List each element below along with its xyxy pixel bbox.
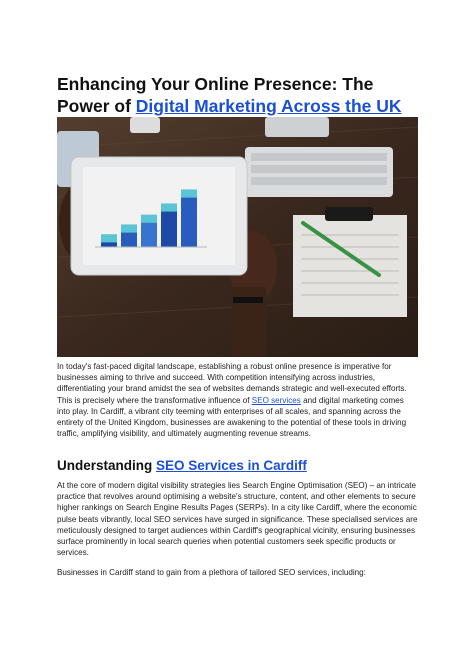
seo-services-link[interactable]: SEO services (251, 395, 301, 405)
hero-illustration (57, 117, 418, 357)
seo-services-cardiff-link[interactable]: SEO Services in Cardiff (156, 458, 307, 473)
closing-paragraph: Businesses in Cardiff stand to gain from a plethora of tailored SEO services, including: (57, 568, 366, 577)
title-link-digital-marketing[interactable]: Digital Marketing Across the UK (135, 96, 402, 116)
intro-text-2: and digital marketing comes into play. In Cardiff, a vibrant city teeming with enterprises of all scales, and spanning across the entirety of the United Kingdom, businesses are awakening to the potential of these tools in driving traffic, amplifying visibility, and ultimately augmenting revenue streams. (57, 395, 407, 439)
intro-paragraph (57, 361, 419, 439)
section-paragraph: At the core of modern digital visibility strategies lies Search Engine Optimisation (SEO) – an intricate practice that revolves around optimising a website's structure, content, and other elements to secure higher rankings on Search Engine Results Pages (SERPs). In a city like Cardiff, where the economic pulse beats vibrantly, local SEO services have surged in significance. These specialised services are meticulously designed to target audiences within Cardiff's geographical vicinity, ensuring businesses surface prominently in local search queries when potential customers seek specific products or services. (57, 481, 418, 558)
hero-image (57, 117, 418, 357)
title-text: Enhancing Your Online Presence: The Power of (57, 74, 374, 116)
page-title (57, 73, 427, 117)
section-heading (57, 458, 307, 473)
section-heading-text: Understanding (57, 458, 157, 473)
intro-text-1: In today's fast-paced digital landscape, establishing a robust online presence is imperative for businesses aiming to thrive and succeed. With competition intensifying across industries, differentiating your brand amidst the sea of websites demands strategic and well-executed efforts. This is precisely where the transformative influence of (57, 362, 407, 405)
